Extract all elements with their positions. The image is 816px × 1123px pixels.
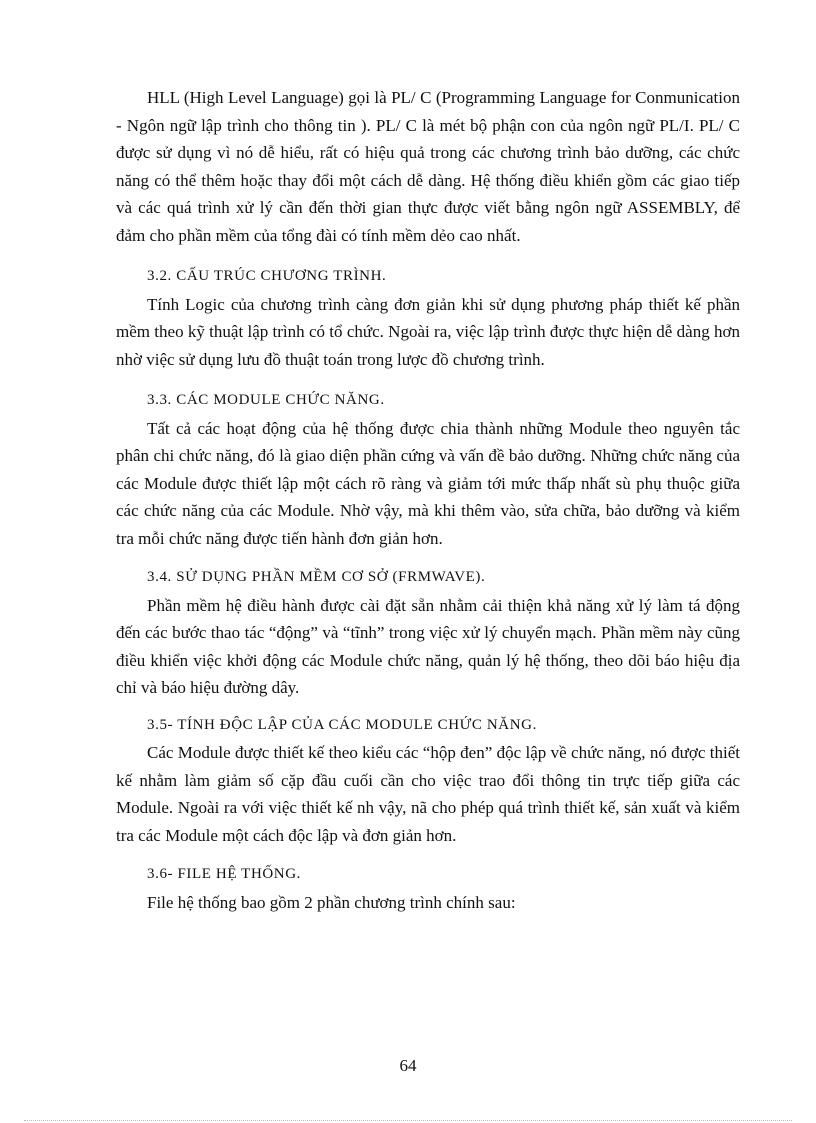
- heading-3-4: 3.4. SỬ DỤNG PHẦN MỀM CƠ SỞ (FRMWAVE).: [147, 569, 486, 585]
- heading-3-3: 3.3. CÁC MODULE CHỨC NĂNG.: [147, 392, 385, 408]
- paragraph-program-structure: Tính Logic của chương trình càng đơn giản khi sử dụng phương pháp thiết kế phần mềm theo kỹ thuật lập trình có tổ chức. Ngoài ra, việc lập trình được thực hiện dễ dàng hơn nhờ việc sử dụng lưu đồ thuật toán trong lược đồ chương trình.: [116, 294, 740, 369]
- document-page: [116, 84, 740, 916]
- heading-3-2: 3.2. CẤU TRÚC CHƯƠNG TRÌNH.: [147, 268, 387, 284]
- paragraph-system-file: File hệ thống bao gồm 2 phần chương trình chính sau:: [147, 892, 516, 912]
- paragraph-function-modules: Tất cả các hoạt động của hệ thống được chia thành những Module theo nguyên tắc phân chi chức năng, đó là giao diện phần cứng và vấn đề bảo dưỡng. Những chức năng của các Module được thiết lập một cách rõ ràng và giảm tới mức thấp nhất sù phụ thuộc giữa các chức năng của các Module. Nhờ vậy, mà khi thêm vào, sửa chữa, bảo dưỡng và kiểm tra mỗi chức năng được tiến hành đơn giản hơn.: [116, 418, 740, 548]
- page-number: 64: [399, 1056, 417, 1075]
- page-bottom-divider: [24, 1120, 792, 1121]
- paragraph-firmware: Phần mềm hệ điều hành được cài đặt sẵn nhằm cải thiện khả năng xử lý làm tá động đến các bước thao tác “động” và “tĩnh” trong việc xử lý chuyển mạch. Phần mềm này cũng điều khiển việc khởi động các Module chức năng, quản lý hệ thống, theo dõi báo hiệu địa chỉ và báo hiệu đường dây.: [116, 595, 740, 697]
- heading-3-6: 3.6- FILE HỆ THỐNG.: [147, 866, 302, 882]
- heading-3-5: 3.5- TÍNH ĐỘC LẬP CỦA CÁC MODULE CHỨC NĂNG.: [147, 716, 537, 733]
- paragraph-intro: HLL (High Level Language) gọi là PL/ C (Programming Language for Conmunication - Ngôn ngữ lập trình cho thông tin ). PL/ C là mét bộ phận con của ngôn ngữ PL/I. PL/ C được sử dụng vì nó dễ hiểu, rất có hiệu quả trong các chương trình bảo dưỡng, các chức năng có thể thêm hoặc thay đổi một cách dễ dàng. Hệ thống điều khiển gồm các giao tiếp và các quá trình xử lý cần đến thời gian thực được viết bằng ngôn ngữ ASSEMBLY, để đảm cho phần mềm của tổng đài có tính mềm dẻo cao nhất.: [116, 88, 740, 245]
- paragraph-module-independence: Các Module được thiết kế theo kiểu các “hộp đen” độc lập về chức năng, nó được thiết kế nhằm làm giảm số cặp đầu cuối cần cho việc trao đổi thông tin trực tiếp giữa các Module. Ngoài ra với việc thiết kế nh vậy, nã cho phép quá trình thiết kế, sản xuất và kiểm tra các Module một cách độc lập và đơn giản hơn.: [116, 743, 740, 845]
